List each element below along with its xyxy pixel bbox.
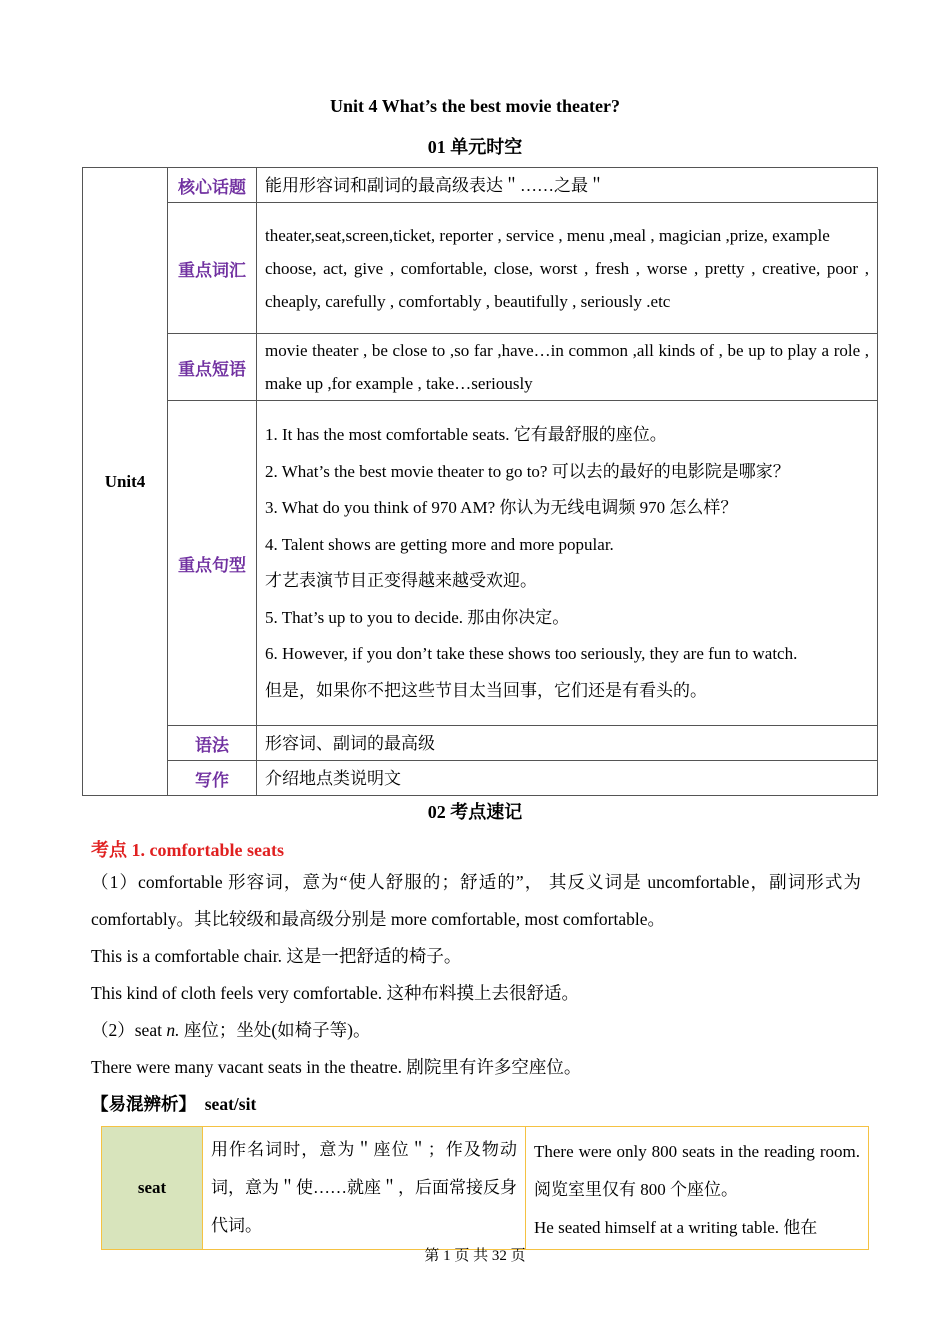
sentence-line: 4. Talent shows are getting more and more popular.	[265, 534, 614, 554]
row-label-grammar: 语法	[168, 726, 257, 761]
section-title-unit-overview: 01 单元时空	[427, 137, 523, 157]
sentence-line: 2. What’s the best movie theater to go to? 可以去的最好的电影院是哪家？	[265, 461, 790, 481]
seat-prefix: （2）seat	[91, 1020, 167, 1040]
paragraph-seat	[91, 1018, 371, 1042]
row-content-writing: 介绍地点类说明文	[257, 761, 878, 796]
comparison-usage: 用作名词时，意为＂座位＂；作及物动词，意为＂使……就座＂，后面常接反身代词。	[203, 1127, 526, 1250]
seat-meaning: 座位；坐处(如椅子等)。	[179, 1020, 371, 1040]
unit-label: Unit4	[83, 168, 168, 796]
comparison-table	[101, 1126, 869, 1250]
sentence-line: 1. It has the most comfortable seats. 它有最舒服的座位。	[265, 425, 667, 444]
vocabulary-line: choose, act, give , comfortable, close, worst , fresh , worse , pretty , creative, poor , cheaply, carefully , comfortably , beautifully , seriously .etc	[265, 258, 869, 311]
page-footer: 第 1 页 共 32 页	[424, 1248, 526, 1264]
comparison-example: There were only 800 seats in the reading room. 阅览室里仅有 800 个座位。	[534, 1142, 860, 1199]
row-content-grammar: 形容词、副词的最高级	[257, 726, 878, 761]
row-label-writing: 写作	[168, 761, 257, 796]
row-label-sentences: 重点句型	[168, 401, 257, 726]
example-sentence: This is a comfortable chair. 这是一把舒适的椅子。	[91, 946, 462, 966]
confusion-label: 【易混辨析】	[91, 1094, 196, 1114]
comparison-examples	[526, 1127, 869, 1250]
sentence-line: 5. That’s up to you to decide. 那由你决定。	[265, 607, 570, 627]
row-content-phrases: movie theater , be close to ,so far ,have…in common ,all kinds of , be up to play a role , make up ,for example , take…seriously	[257, 334, 878, 401]
example-sentence: There were many vacant seats in the theatre. 剧院里有许多空座位。	[91, 1057, 582, 1077]
comparison-example: He seated himself at a writing table. 他在	[534, 1218, 818, 1237]
unit-overview-table	[82, 167, 878, 796]
part-of-speech: n.	[166, 1020, 180, 1040]
row-content-vocabulary	[257, 203, 878, 334]
document-title: Unit 4 What’s the best movie theater?	[330, 96, 620, 116]
row-label-phrases: 重点短语	[168, 334, 257, 401]
sentence-line: 才艺表演节目正变得越来越受欢迎。	[265, 571, 537, 590]
comparison-word: seat	[102, 1127, 203, 1250]
vocabulary-line: theater,seat,screen,ticket, reporter , service , menu ,meal , magician ,prize, example	[265, 225, 830, 245]
row-content-sentences	[257, 401, 878, 726]
row-label-vocabulary: 重点词汇	[168, 203, 257, 334]
example-sentence: This kind of cloth feels very comfortable. 这种布料摸上去很舒适。	[91, 983, 579, 1003]
key-point-heading: 考点 1. comfortable seats	[91, 840, 284, 860]
confusion-heading	[91, 1092, 256, 1116]
sentence-line: 6. However, if you don’t take these shows too seriously, they are fun to watch.	[265, 644, 798, 663]
sentence-line: 但是，如果你不把这些节目太当回事，它们还是有看头的。	[265, 680, 707, 700]
sentence-line: 3. What do you think of 970 AM? 你认为无线电调频 970 怎么样？	[265, 498, 738, 517]
confusion-words: seat/sit	[204, 1094, 257, 1114]
row-content-topic: 能用形容词和副词的最高级表达＂……之最＂	[257, 168, 878, 203]
row-label-topic: 核心话题	[168, 168, 257, 203]
paragraph-comfortable: （1）comfortable 形容词，意为“使人舒服的；舒适的”， 其反义词是 uncomfortable，副词形式为 comfortably。其比较级和最高级分别是 more comfortable, most comfortable。	[91, 872, 861, 929]
section-title-key-points: 02 考点速记	[427, 802, 523, 822]
